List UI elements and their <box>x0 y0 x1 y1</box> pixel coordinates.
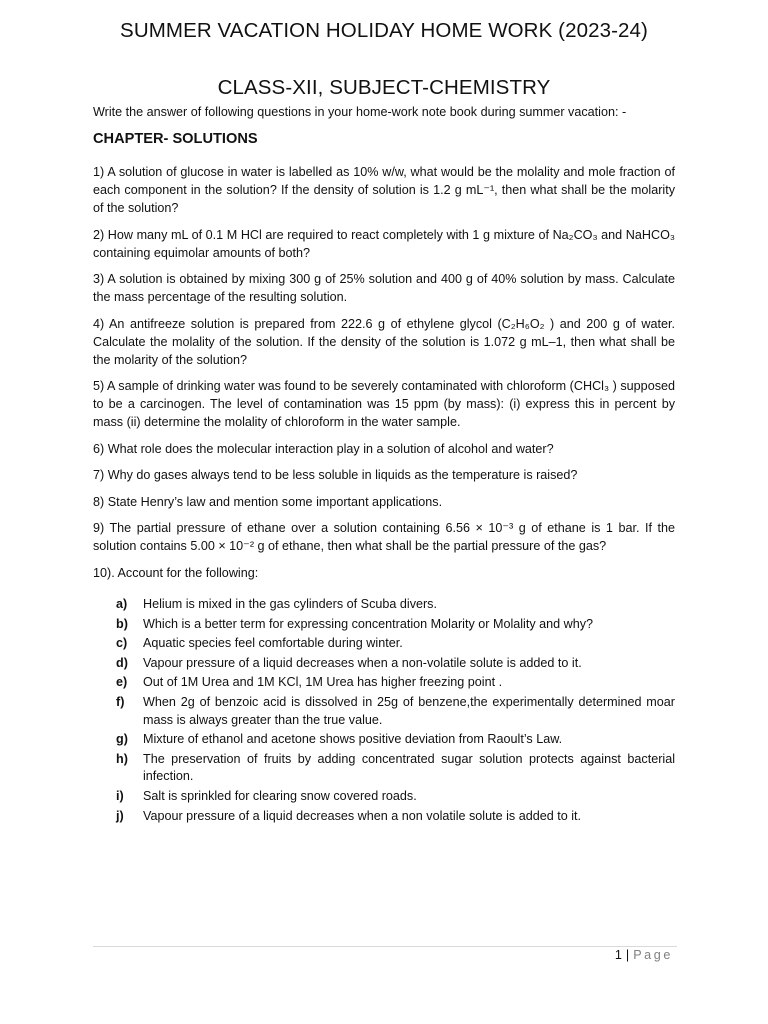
question-text: 4) An antifreeze solution is prepared from 222.6 g of ethylene glycol (C₂H₆O₂ ) and 200 g of water. Calculate the molality of the solution. If the density of the solution is 1.072 g mL–1, then what shall be the molarity of the solution? <box>93 316 675 367</box>
sub-question-text: The preservation of fruits by adding concentrated sugar solution protects against bacterial infection. <box>143 751 675 784</box>
sub-question-item <box>116 731 675 749</box>
question-item <box>93 466 675 484</box>
sub-question-text: When 2g of benzoic acid is dissolved in 25g of benzene,the experimentally determined moar mass is always greater than the true value. <box>143 694 675 727</box>
page-footer <box>615 948 673 962</box>
page-title: SUMMER VACATION HOLIDAY HOME WORK (2023-24) <box>120 19 648 42</box>
question-text: 3) A solution is obtained by mixing 300 g of 25% solution and 400 g of 40% solution by mass. Calculate the mass percentage of the resulting solution. <box>93 272 675 304</box>
question-item <box>93 163 675 217</box>
question-item <box>93 315 675 369</box>
sub-question-item <box>116 655 675 673</box>
question-item <box>93 493 675 511</box>
question-text: 1) A solution of glucose in water is labelled as 10% w/w, what would be the molality and mole fraction of each component in the solution? If the density of solution is 1.2 g mL⁻¹, then what shall be the molarity of the solution? <box>93 165 675 215</box>
page-label: Page <box>633 948 673 962</box>
sub-question-marker: e) <box>116 675 128 690</box>
sub-question-list <box>116 596 675 827</box>
question-item <box>93 270 675 306</box>
sub-question-text: Out of 1M Urea and 1M KCl, 1M Urea has higher freezing point . <box>143 675 503 690</box>
question-text: 5) A sample of drinking water was found to be severely contaminated with chloroform (CHCl₃ ) supposed to be a carcinogen. The level of contamination was 15 ppm (by mass): (i) express this in percent by mass (ii) determine the molality of chloroform in the water sample. <box>93 379 675 429</box>
sub-question-marker: g) <box>116 732 128 747</box>
question-text: 9) The partial pressure of ethane over a solution containing 6.56 × 10⁻³ g of ethane is 1 bar. If the solution contains 5.00 × 10⁻² g of ethane, then what shall be the partial pressure of the gas? <box>93 521 675 553</box>
sub-question-marker: f) <box>116 694 125 709</box>
page-number: 1 <box>614 948 622 962</box>
sub-question-text: Vapour pressure of a liquid decreases when a non volatile solute is added to it. <box>143 808 582 823</box>
sub-question-item <box>116 808 675 826</box>
sub-question-text: Helium is mixed in the gas cylinders of Scuba divers. <box>143 597 437 611</box>
sub-question-marker: b) <box>116 616 128 631</box>
sub-question-text: Aquatic species feel comfortable during winter. <box>143 636 403 651</box>
sub-question-marker: j) <box>116 808 124 823</box>
question-text: 2) How many mL of 0.1 M HCl are required to react completely with 1 g mixture of Na₂CO₃ and NaHCO₃ containing equimolar amounts of both? <box>93 227 675 260</box>
document-page <box>93 0 675 1024</box>
question-item <box>93 519 675 555</box>
sub-question-item <box>116 674 675 692</box>
question-item <box>93 564 675 582</box>
sub-question-item <box>116 596 675 614</box>
sub-question-item <box>116 635 675 653</box>
chapter-heading: CHAPTER- SOLUTIONS <box>93 131 258 147</box>
question-text: 6) What role does the molecular interaction play in a solution of alcohol and water? <box>93 441 554 456</box>
page-subtitle: CLASS-XII, SUBJECT-CHEMISTRY <box>217 76 551 99</box>
question-text: 10). Account for the following: <box>93 565 259 580</box>
question-item <box>93 440 675 458</box>
question-item <box>93 226 675 262</box>
sub-question-text: Salt is sprinkled for clearing snow covered roads. <box>143 788 417 803</box>
sub-question-marker: h) <box>116 751 128 766</box>
instructions-text: Write the answer of following questions in your home-work note book during summer vacation: - <box>93 105 627 119</box>
sub-question-text: Vapour pressure of a liquid decreases when a non-volatile solute is added to it. <box>143 655 582 670</box>
page-separator: | <box>625 948 630 962</box>
sub-question-marker: c) <box>116 636 128 651</box>
question-list <box>93 163 675 590</box>
sub-question-marker: d) <box>116 655 128 670</box>
sub-question-text: Which is a better term for expressing concentration Molarity or Molality and why? <box>143 616 594 631</box>
question-text: 7) Why do gases always tend to be less soluble in liquids as the temperature is raised? <box>93 468 578 482</box>
sub-question-marker: i) <box>116 788 124 803</box>
sub-question-item <box>116 788 675 806</box>
question-item <box>93 377 675 431</box>
sub-question-item <box>116 751 675 786</box>
sub-question-item <box>116 694 675 729</box>
question-text: 8) State Henry’s law and mention some important applications. <box>93 494 443 509</box>
sub-question-text: Mixture of ethanol and acetone shows positive deviation from Raoult’s Law. <box>143 732 563 747</box>
sub-question-item <box>116 616 675 634</box>
footer-divider <box>93 946 677 947</box>
sub-question-marker: a) <box>116 597 128 611</box>
